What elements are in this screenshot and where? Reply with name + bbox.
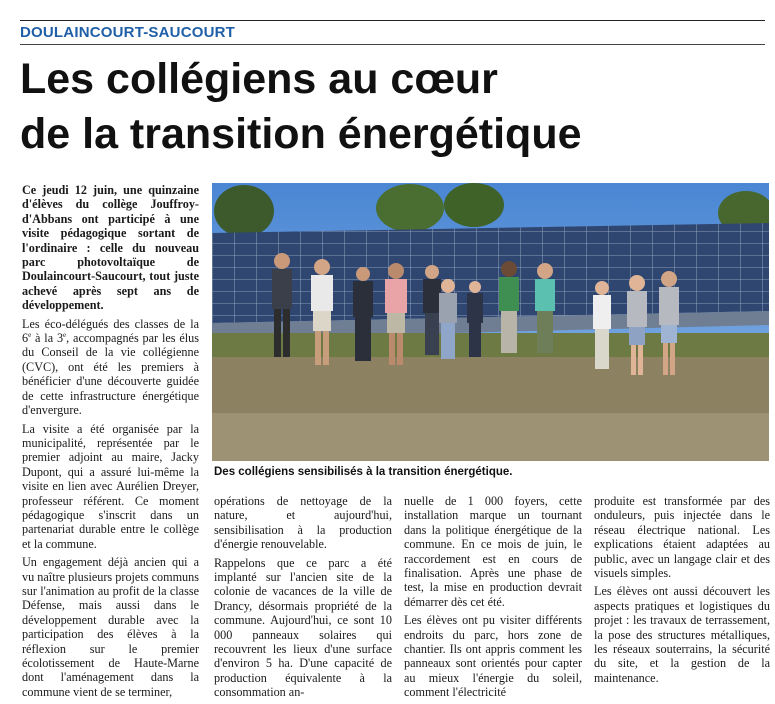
column-1 [22,183,199,703]
p1-text-a: Les éco-délégués des classes de la 6 [22,316,199,346]
kicker-rule [20,44,765,45]
headline-line-1: Les collégiens au cœur [20,55,498,103]
photo-caption: Des collégiens sensibilisés à la transition énergétique. [214,466,513,478]
headline [20,52,760,162]
section-kicker: DOULAINCOURT-SAUCOURT [20,24,236,41]
lede-paragraph: Ce jeudi 12 juin, une quinzaine d'élèves du collège Jouffroy-d'Abbans ont participé à une visite pédagogique sortant de l'ordinaire : celle du nouveau parc photovoltaïque de Doulaincourt-Saucourt, tout juste achevé après sept ans de développement. [22,183,199,313]
p1-sup-1: e [28,331,32,339]
p1-text-b: à la 3 [31,331,64,346]
article-photo [212,183,769,461]
top-rule [20,20,765,21]
p1-text-c: , accompagnés par les élus du Conseil de la vie collégienne (CVC), ont été les premiers à bénéficier d'une découverte guidée de cette infrastructure énergétique d'envergure. [22,331,199,418]
paragraph-engagement: Un engagement déjà ancien qui a vu naître plusieurs projets communs sur l'animation au profit de la classe Défense, mais aussi dans le développement durable avec la participation des élèves à la réflexion sur le premier écolotissement de Haute-Marne dont l'aménagement dans la commune vient de se terminer, [22,555,199,699]
paragraph-installation: nuelle de 1 000 foyers, cette installation marque un tournant dans la politique énergétique de la commune. En ce mois de juin, le raccordement est en cours de finalisation. Après une phase de test, la mise en production devrait démarrer dès cet été. [404,494,582,609]
paragraph-nettoyage: opérations de nettoyage de la nature, et aujourd'hui, sensibilisation à la production d'énergie renouvelable. [214,494,392,552]
column-4 [594,494,770,689]
paragraph-visite-parc: Les élèves ont pu visiter différents endroits du parc, hors zone de chantier. Ils ont appris comment les panneaux sont orientés pour capter au mieux l'énergie du soleil, comment l'électricité [404,613,582,700]
p1-sup-2: e [63,331,67,339]
photo-solar-park-students [212,183,769,461]
headline-line-2: de la transition énergétique [20,110,582,158]
paragraph-parc: Rappelons que ce parc a été implanté sur l'ancien site de la colonie de vacances de la ville de Drancy, désormais propriété de la commune. Aujourd'hui, ce sont 10 000 panneaux solaires qui recouvrent les lieux d'une surface d'environ 5 ha. D'une capacité de production équivalente à la consommation an- [214,555,392,700]
paragraph-eco-delegues [22,317,199,418]
column-3 [404,494,582,704]
paragraph-visite: La visite a été organisée par la municipalité, représentée par le premier adjoint au maire, Jacky Dupont, qui a assuré lui-même la visite en lien avec Aurélien Dreyer, professeur référent. Ce moment pédagogique s'inscrit dans un partenariat durable entre le collège et la commune. [22,421,199,551]
column-2 [214,494,392,704]
paragraph-logistique: Les élèves ont aussi découvert les aspects pratiques et logistiques du projet : les travaux de terrassement, la pose des structures métalliques, les réseaux souterrains, la sécurité du site, et la gestion de la maintenance. [594,584,770,685]
paragraph-onduleurs: produite est transformée par des onduleurs, puis injectée dans le réseau électrique national. Les explications étaient adaptées au public, avec un langage clair et des visuels simples. [594,494,770,581]
